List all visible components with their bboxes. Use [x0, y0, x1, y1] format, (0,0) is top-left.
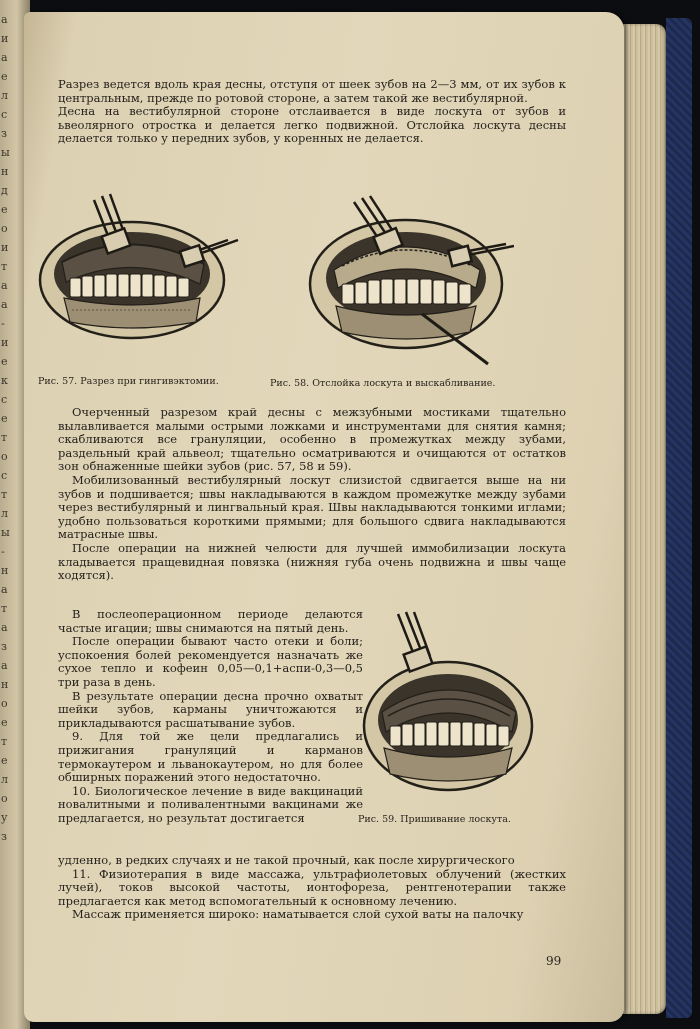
left-page-fragment: а — [1, 659, 8, 672]
left-page-fragment: а — [1, 51, 8, 64]
left-page-fragment: з — [1, 830, 7, 843]
figure-59 — [358, 608, 538, 804]
left-page-fragment: а — [1, 298, 8, 311]
left-page-fragment: с — [1, 108, 8, 121]
top-text — [58, 78, 566, 146]
left-page-fragment: - — [1, 317, 5, 330]
left-page-fragment: с — [1, 393, 8, 406]
left-page-fragment: у — [1, 811, 8, 824]
left-page-fragment: л — [1, 773, 8, 786]
left-page-fragment: с — [1, 469, 8, 482]
left-page-fragment: о — [1, 450, 8, 463]
paragraph: Десна на вестибулярной стороне отслаивается в виде лоскута от зубов и ьвеолярного отростка и делается легко подвижной. Отслойка лоскута десны делается только у передних зубов, у коренных не делается. — [58, 104, 566, 146]
narrow-text — [58, 608, 363, 826]
paragraph: Разрез ведется вдоль края десны, отступя от шеек зубов на 2—3 мм, от их зубов к центральным, прежде по ротовой стороне, а затем такой же вестибулярной. — [58, 77, 566, 105]
left-page-fragment: а — [1, 583, 8, 596]
bottom-text — [58, 854, 566, 922]
figure-57-illustration — [32, 180, 242, 358]
paragraph: удленно, в редких случаях и не такой прочный, как после хирургического — [58, 853, 515, 867]
figure-59-illustration — [358, 608, 538, 804]
paragraph: В результате операции десна прочно охватыт шейки зубов, карманы уничтожаются и прикладываются расшатывание зубов. — [58, 688, 363, 730]
left-page-fragment: и — [1, 241, 9, 254]
paragraph: 11. Физиотерапия в виде массажа, ультрафиолетовых облучений (жестких лучей), токов высокой частоты, ионтофореза, рентгенотерапии также предлагается как метод вспомогательный к основному лечению. — [58, 866, 566, 908]
middle-text — [58, 406, 566, 583]
figure-58 — [302, 184, 514, 370]
left-page-fragment: т — [1, 260, 8, 273]
left-page-fragment: т — [1, 488, 8, 501]
left-page-fragment: е — [1, 355, 8, 368]
paragraph: Массаж применяется широко: наматывается слой сухой ваты на палочку — [72, 907, 524, 922]
left-page-fragment: а — [1, 279, 8, 292]
left-page-fragment: и — [1, 32, 9, 45]
left-page-fragment: - — [1, 545, 5, 558]
paragraph: В послеоперационном периоде делаются частые игации; швы снимаются на пятый день. — [58, 607, 363, 635]
left-page-fragment: т — [1, 735, 8, 748]
left-page-fragment: з — [1, 640, 7, 653]
page-number: 99 — [546, 954, 562, 968]
figure-57 — [32, 180, 242, 358]
left-page-fragment: а — [1, 621, 8, 634]
left-page-fragment: л — [1, 89, 8, 102]
left-page-fragment: о — [1, 222, 8, 235]
left-page-fragment: к — [1, 374, 8, 387]
left-page-fragment: д — [1, 184, 8, 197]
left-page-fragment: и — [1, 336, 9, 349]
left-page-fragment: е — [1, 70, 8, 83]
left-page-fragment: е — [1, 716, 8, 729]
paragraph: После операции бывают часто отеки и боли; успокоения болей рекомендуется назначать же сухое тепло и кофеин 0,05—0,1+аспи-0,3—0,5 три раза в день. — [58, 634, 363, 689]
figure-58-illustration — [302, 184, 514, 370]
book-cover-edge — [666, 18, 692, 1018]
left-page-fragment: о — [1, 697, 8, 710]
figure-57-caption: Рис. 57. Разрез при гингивэктомии. — [38, 376, 219, 387]
left-page-fragment: е — [1, 203, 8, 216]
page — [24, 12, 624, 1022]
left-page-fragment: н — [1, 678, 9, 691]
figure-58-caption: Рис. 58. Отслойка лоскута и выскабливание. — [270, 378, 496, 389]
left-page-fragment: ы — [1, 526, 10, 539]
paragraph: Очерченный разрезом край десны с межзубными мостиками тщательно вылавливается малыми острыми ложками и инструментами для снятия камня; скабливаются все грануляции, особенно в промежутках между зубами, раздельный край альвеол; тщательно осматриваются и очищаются от остатков зон обнаженные шейки зубов (рис. 57, 58 и 59). — [58, 405, 566, 474]
left-page-fragment: а — [1, 13, 8, 26]
paragraph: 10. Биологическое лечение в виде вакцинаций новалитными и поливалентными вакцинами же предлагается, но результат достигается — [58, 783, 363, 825]
paragraph: После операции на нижней челюсти для лучшей иммобилизации лоскута кладывается пращевидная повязка (нижняя губа очень подвижна и швы чаще ходятся). — [58, 540, 566, 583]
paragraph: 9. Для той же цели предлагались и прижигания грануляций и карманов термокаутером и льванокаутером, но для более обширных поражений этого недостаточно. — [58, 729, 363, 785]
figure-59-caption: Рис. 59. Пришивание лоскута. — [358, 814, 511, 825]
left-page-fragment: е — [1, 754, 8, 767]
left-page-fragment: ы — [1, 146, 10, 159]
left-page-fragment: н — [1, 564, 9, 577]
page-stack-edge — [618, 24, 666, 1014]
left-page-fragment: о — [1, 792, 8, 805]
left-page-fragment: т — [1, 602, 8, 615]
left-page-fragment: е — [1, 412, 8, 425]
left-page-fragment: т — [1, 431, 8, 444]
left-page-fragment: з — [1, 127, 7, 140]
left-page-fragment: н — [1, 165, 9, 178]
paragraph: Мобилизованный вестибулярный лоскут слизистой сдвигается выше на ни зубов и подшивается; швы накладываются в каждом промежутке между зубами через вестибулярный и лингвальный края. Швы накладываются тонкими иглами; удобно пользоваться короткими прямыми; для большого сдвига накладываются матрасные швы. — [58, 472, 566, 542]
left-page-fragment: л — [1, 507, 8, 520]
